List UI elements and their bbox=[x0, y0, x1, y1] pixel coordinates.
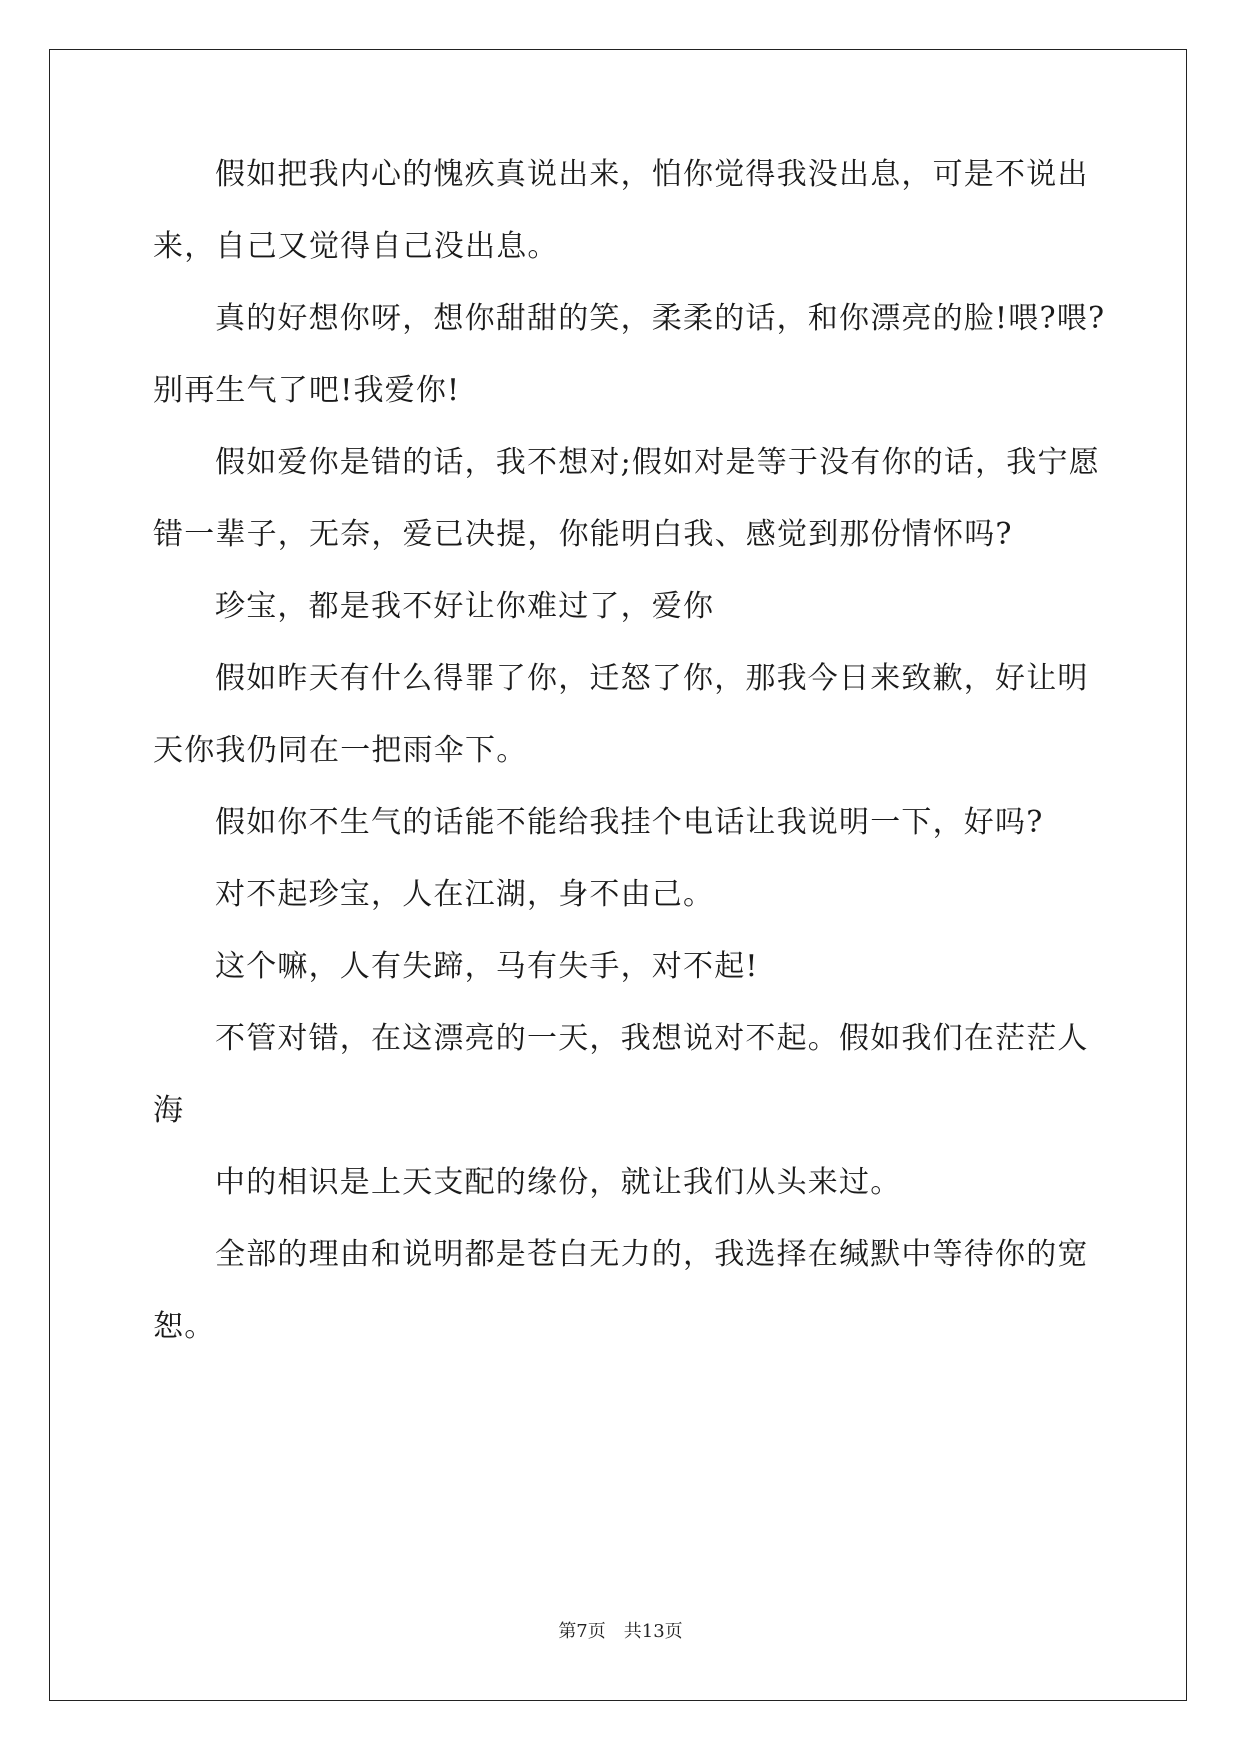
text-line: 这个嘛，人有失蹄，马有失手，对不起! bbox=[215, 949, 759, 984]
text-line: 对不起珍宝，人在江湖，身不由己。 bbox=[215, 877, 715, 912]
text-line: 珍宝，都是我不好让你难过了，爱你 bbox=[215, 589, 715, 624]
text-line: 不管对错，在这漂亮的一天，我想说对不起。假如我们在茫茫人 bbox=[215, 1021, 1089, 1056]
text-line: 全部的理由和说明都是苍白无力的，我选择在缄默中等待你的宽 bbox=[215, 1237, 1089, 1272]
text-line: 真的好想你呀，想你甜甜的笑，柔柔的话，和你漂亮的脸!喂?喂? bbox=[215, 301, 1106, 336]
text-line: 恕。 bbox=[153, 1309, 216, 1344]
text-line: 海 bbox=[153, 1093, 185, 1128]
text-line: 别再生气了吧!我爱你! bbox=[153, 373, 461, 408]
page-number: 第7页 bbox=[558, 1621, 606, 1642]
text-line: 假如你不生气的话能不能给我挂个电话让我说明一下，好吗? bbox=[215, 805, 1044, 840]
text-line: 假如把我内心的愧疚真说出来，怕你觉得我没出息，可是不说出 bbox=[215, 157, 1089, 192]
text-line: 来，自己又觉得自己没出息。 bbox=[153, 229, 559, 264]
page-footer bbox=[0, 1620, 1241, 1644]
text-line: 假如爱你是错的话，我不想对;假如对是等于没有你的话，我宁愿 bbox=[215, 445, 1100, 480]
text-line: 错一辈子，无奈，爱已决提，你能明白我、感觉到那份情怀吗? bbox=[153, 517, 1013, 552]
text-line: 天你我仍同在一把雨伞下。 bbox=[153, 733, 528, 768]
page-total: 共13页 bbox=[623, 1621, 683, 1642]
text-line: 中的相识是上天支配的缘份，就让我们从头来过。 bbox=[215, 1165, 902, 1200]
text-line: 假如昨天有什么得罪了你，迁怒了你，那我今日来致歉，好让明 bbox=[215, 661, 1089, 696]
